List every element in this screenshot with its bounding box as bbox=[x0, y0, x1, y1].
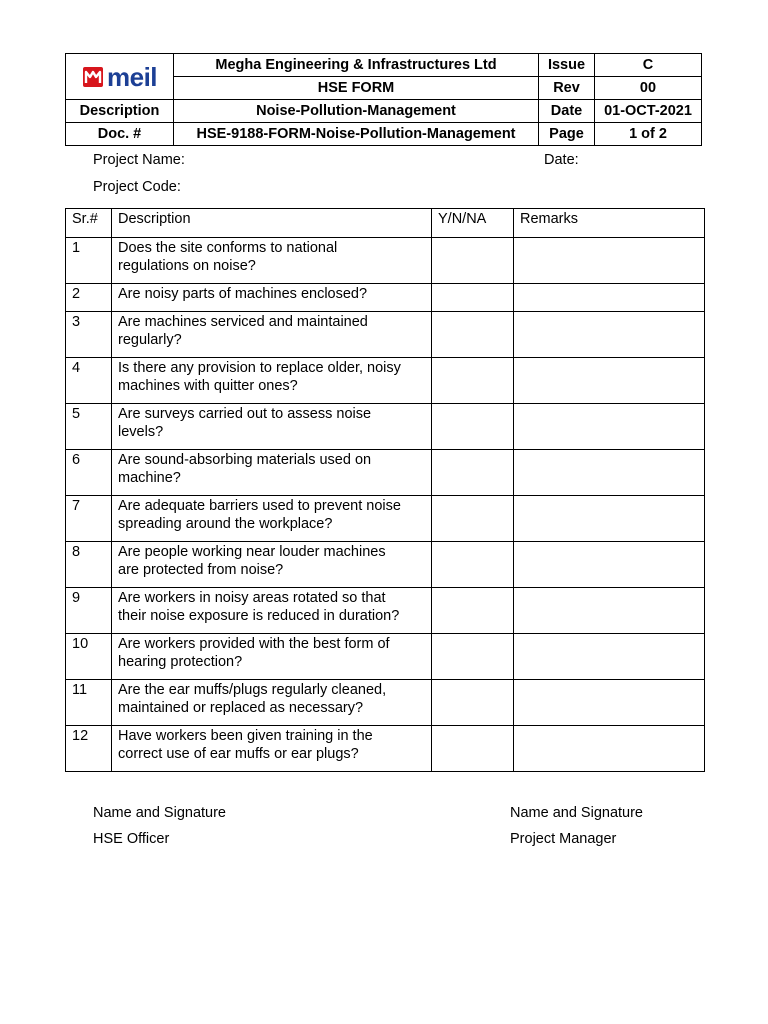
yes-no-na-cell[interactable] bbox=[432, 680, 514, 726]
description-line: regulations on noise? bbox=[118, 258, 256, 274]
description-line: spreading around the workplace? bbox=[118, 516, 333, 532]
serial-number-cell: 1 bbox=[66, 238, 112, 284]
project-manager-role: Project Manager bbox=[510, 831, 617, 847]
description-line: Are sound-absorbing materials used on bbox=[118, 452, 372, 468]
column-header: Y/N/NA bbox=[432, 209, 514, 238]
form-header-table bbox=[65, 53, 702, 146]
remarks-cell[interactable] bbox=[514, 680, 705, 726]
description-cell bbox=[112, 726, 432, 772]
page-value: 1 of 2 bbox=[595, 123, 702, 146]
description-line: Are adequate barriers used to prevent noise bbox=[118, 498, 401, 514]
hse-officer-role: HSE Officer bbox=[93, 831, 170, 847]
description-line: machines with quitter ones? bbox=[118, 378, 298, 394]
hse-officer-signature-label: Name and Signature bbox=[93, 805, 226, 821]
description-label: Description bbox=[66, 100, 174, 123]
serial-number-cell: 10 bbox=[66, 634, 112, 680]
column-header: Description bbox=[112, 209, 432, 238]
serial-number-cell: 9 bbox=[66, 588, 112, 634]
serial-number-cell: 4 bbox=[66, 358, 112, 404]
yes-no-na-cell[interactable] bbox=[432, 284, 514, 312]
description-cell bbox=[112, 284, 432, 312]
doc-label: Doc. # bbox=[66, 123, 174, 146]
description-cell bbox=[112, 496, 432, 542]
issue-label: Issue bbox=[539, 54, 595, 77]
noise-checklist-table bbox=[65, 208, 705, 772]
yes-no-na-cell[interactable] bbox=[432, 496, 514, 542]
description-line: correct use of ear muffs or ear plugs? bbox=[118, 746, 359, 762]
description-line: levels? bbox=[118, 424, 164, 440]
description-cell bbox=[112, 238, 432, 284]
serial-number-cell: 11 bbox=[66, 680, 112, 726]
yes-no-na-cell[interactable] bbox=[432, 726, 514, 772]
logo-wordmark: meil bbox=[106, 61, 158, 92]
remarks-cell[interactable] bbox=[514, 284, 705, 312]
project-date-label: Date: bbox=[544, 152, 579, 168]
table-row bbox=[66, 404, 705, 450]
description-line: Have workers been given training in the bbox=[118, 728, 373, 744]
remarks-cell[interactable] bbox=[514, 542, 705, 588]
description-line: hearing protection? bbox=[118, 654, 243, 670]
description-cell bbox=[112, 634, 432, 680]
column-header: Sr.# bbox=[66, 209, 112, 238]
description-line: their noise exposure is reduced in duration? bbox=[118, 608, 400, 624]
table-row bbox=[66, 358, 705, 404]
issue-value: C bbox=[595, 54, 702, 77]
date-value: 01-OCT-2021 bbox=[595, 100, 702, 123]
description-cell bbox=[112, 588, 432, 634]
yes-no-na-cell[interactable] bbox=[432, 450, 514, 496]
table-row bbox=[66, 496, 705, 542]
description-line: Are noisy parts of machines enclosed? bbox=[118, 286, 368, 302]
table-row bbox=[66, 726, 705, 772]
remarks-cell[interactable] bbox=[514, 450, 705, 496]
remarks-cell[interactable] bbox=[514, 238, 705, 284]
yes-no-na-cell[interactable] bbox=[432, 404, 514, 450]
description-line: Does the site conforms to national bbox=[118, 240, 338, 256]
description-cell bbox=[112, 680, 432, 726]
remarks-cell[interactable] bbox=[514, 588, 705, 634]
table-row bbox=[66, 450, 705, 496]
description-line: Are the ear muffs/plugs regularly cleaned, bbox=[118, 682, 387, 698]
serial-number-cell: 6 bbox=[66, 450, 112, 496]
description-cell bbox=[112, 312, 432, 358]
serial-number-cell: 7 bbox=[66, 496, 112, 542]
remarks-cell[interactable] bbox=[514, 358, 705, 404]
serial-number-cell: 12 bbox=[66, 726, 112, 772]
yes-no-na-cell[interactable] bbox=[432, 238, 514, 284]
description-line: Are workers in noisy areas rotated so that bbox=[118, 590, 386, 606]
serial-number-cell: 3 bbox=[66, 312, 112, 358]
description-value: Noise-Pollution-Management bbox=[174, 100, 539, 123]
serial-number-cell: 2 bbox=[66, 284, 112, 312]
project-name-label: Project Name: bbox=[93, 152, 185, 168]
table-row bbox=[66, 238, 705, 284]
rev-label: Rev bbox=[539, 77, 595, 100]
company-logo bbox=[66, 54, 174, 100]
serial-number-cell: 8 bbox=[66, 542, 112, 588]
table-row bbox=[66, 680, 705, 726]
table-header-row bbox=[66, 209, 705, 238]
page-label: Page bbox=[539, 123, 595, 146]
date-label: Date bbox=[539, 100, 595, 123]
remarks-cell[interactable] bbox=[514, 496, 705, 542]
remarks-cell[interactable] bbox=[514, 312, 705, 358]
column-header: Remarks bbox=[514, 209, 705, 238]
description-line: maintained or replaced as necessary? bbox=[118, 700, 364, 716]
description-line: are protected from noise? bbox=[118, 562, 284, 578]
description-cell bbox=[112, 450, 432, 496]
yes-no-na-cell[interactable] bbox=[432, 588, 514, 634]
description-cell bbox=[112, 358, 432, 404]
remarks-cell[interactable] bbox=[514, 634, 705, 680]
project-code-label: Project Code: bbox=[93, 179, 181, 195]
description-line: Are workers provided with the best form of bbox=[118, 636, 390, 652]
remarks-cell[interactable] bbox=[514, 726, 705, 772]
description-line: Is there any provision to replace older, noisy bbox=[118, 360, 401, 376]
yes-no-na-cell[interactable] bbox=[432, 358, 514, 404]
serial-number-cell: 5 bbox=[66, 404, 112, 450]
table-row bbox=[66, 588, 705, 634]
description-line: Are machines serviced and maintained bbox=[118, 314, 368, 330]
description-line: regularly? bbox=[118, 332, 182, 348]
company-name: Megha Engineering & Infrastructures Ltd bbox=[174, 54, 539, 77]
yes-no-na-cell[interactable] bbox=[432, 312, 514, 358]
rev-value: 00 bbox=[595, 77, 702, 100]
description-line: machine? bbox=[118, 470, 181, 486]
project-manager-signature-label: Name and Signature bbox=[510, 805, 643, 821]
table-row bbox=[66, 284, 705, 312]
description-cell bbox=[112, 542, 432, 588]
description-line: Are people working near louder machines bbox=[118, 544, 386, 560]
meil-logo-icon bbox=[82, 66, 104, 88]
table-row bbox=[66, 634, 705, 680]
description-cell bbox=[112, 404, 432, 450]
table-row bbox=[66, 542, 705, 588]
yes-no-na-cell[interactable] bbox=[432, 634, 514, 680]
remarks-cell[interactable] bbox=[514, 404, 705, 450]
yes-no-na-cell[interactable] bbox=[432, 542, 514, 588]
form-type: HSE FORM bbox=[174, 77, 539, 100]
description-line: Are surveys carried out to assess noise bbox=[118, 406, 372, 422]
doc-value: HSE-9188-FORM-Noise-Pollution-Management bbox=[174, 123, 539, 146]
table-row bbox=[66, 312, 705, 358]
